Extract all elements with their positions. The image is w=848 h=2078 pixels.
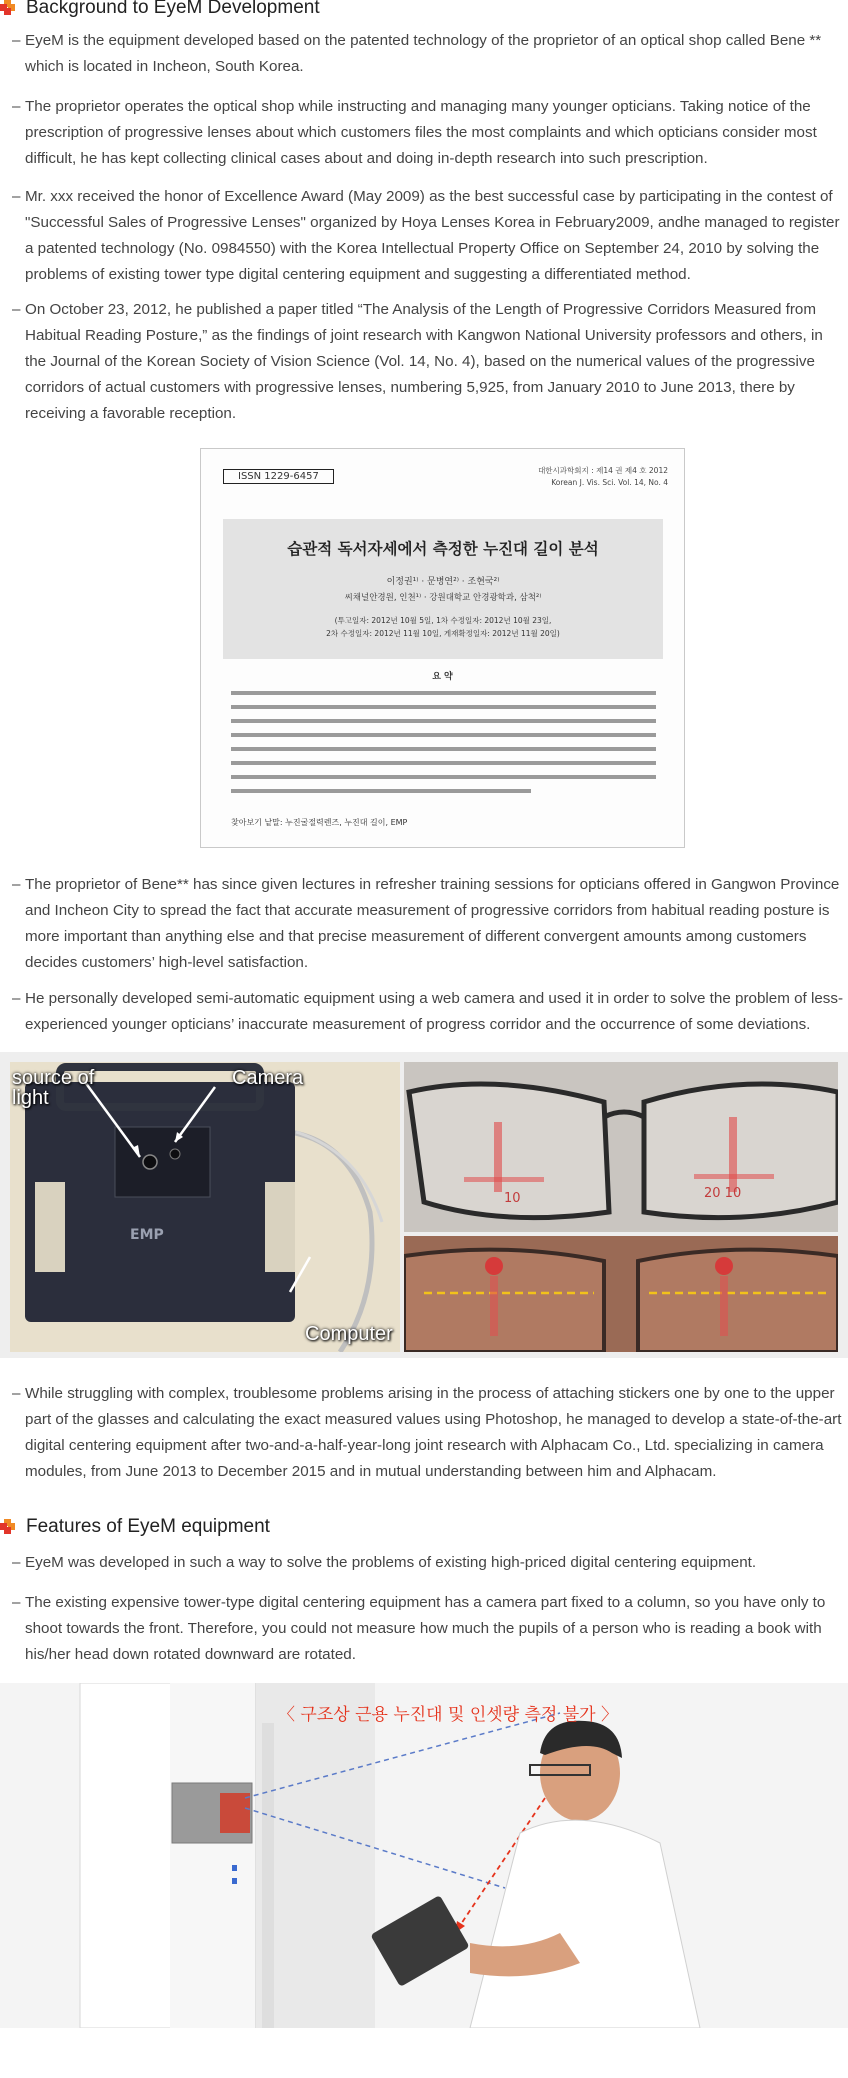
camera-label: Camera bbox=[232, 1067, 304, 1089]
paragraph: – The proprietor of Bene** has since given lectures in refresher training sessions for opticians offered in Gangwon Province and Incheon City to spread the fact that accurate measurement of progressive corridors from habitual reading posture is more important than anything else and that precise measurement of different convergent amounts among customers decides customers’ high-level satisfaction. bbox=[12, 876, 840, 971]
paper-title-band bbox=[223, 519, 663, 659]
paragraph: – The existing expensive tower-type digital centering equipment has a camera part fixed to a column, so you have only to shoot towards the front. Therefore, you could not measure how much the pupils of a person who is reading a book with his/her head down rotated downward are rotated. bbox=[12, 1594, 826, 1663]
diamond-bullet-icon bbox=[0, 0, 16, 16]
equipment-photos bbox=[0, 1052, 848, 1358]
section-title: Background to EyeM Development bbox=[26, 0, 320, 18]
computer-label: Computer bbox=[305, 1323, 393, 1345]
abstract-text-line bbox=[231, 719, 656, 723]
abstract-text-line bbox=[231, 775, 656, 779]
paragraph: – He personally developed semi-automatic equipment using a web camera and used it in order to solve the problem of less-experienced younger opticians’ inaccurate measurement of progress corridor and the occurrence of some deviations. bbox=[12, 990, 844, 1033]
image-caption: 〈 구조상 근용 누진대 및 인셋량 측정 불가 〉 bbox=[278, 1705, 618, 1725]
paragraph: – While struggling with complex, troublesome problems arising in the process of attaching stickers one by one to the upper part of the glasses and calculating the exact measured values using Photoshop, he managed to develop a state-of-the-art digital centering equipment after two-and-a-half-year-long joint research with Alphacam Co., Ltd. specializing in camera modules, from June 2013 to December 2015 and in mutual understanding between him and Alphacam. bbox=[12, 1385, 842, 1480]
tower-equipment-photo bbox=[0, 1683, 848, 2028]
glasses-sticker-photo bbox=[404, 1062, 838, 1232]
abstract-text-line bbox=[231, 733, 656, 737]
paper-dates: (투고일자: 2012년 10월 5일, 1차 수정일자: 2012년 10월 23일, 2차 수정일자: 2012년 11월 10일, 게재확정일자: 2012년 11월 20일) bbox=[326, 616, 560, 638]
eye-centering-illustration bbox=[404, 1236, 838, 1352]
section-heading-features bbox=[0, 1516, 270, 1538]
paragraph: – Mr. xxx received the honor of Excellence Award (May 2009) as the best successful case by participating in the contest of "Successful Sales of Progressive Lenses" organized by Hoya Lenses Korea in February2009, andhe managed to register a patented technology (No. 0984550) with the Korea Intellectual Property Office on September 24, 2010 by solving the problems of existing tower type digital centering equipment and suggesting a differentiated method. bbox=[12, 188, 840, 283]
svg-text:10: 10 bbox=[504, 1191, 521, 1206]
abstract-text-line bbox=[231, 789, 531, 793]
abstract-text-line bbox=[231, 691, 656, 695]
issn-label: ISSN 1229-6457 bbox=[223, 469, 334, 484]
eye-centering-photo bbox=[404, 1236, 838, 1352]
section-heading-background bbox=[0, 0, 320, 19]
svg-text:20 10: 20 10 bbox=[704, 1186, 742, 1201]
light-source-label: source of light bbox=[12, 1067, 95, 1109]
abstract-text-line bbox=[231, 705, 656, 709]
abstract-text-line bbox=[231, 761, 656, 765]
abstract-heading: 요 약 bbox=[432, 672, 453, 682]
paper-image bbox=[200, 448, 685, 848]
device-photo bbox=[10, 1062, 400, 1352]
paragraph: – EyeM is the equipment developed based on the patented technology of the proprietor of an optical shop called Bene ** which is located in Incheon, South Korea. bbox=[12, 32, 822, 75]
diamond-bullet-icon bbox=[0, 1519, 16, 1535]
abstract-text-line bbox=[231, 747, 656, 751]
paper-affiliation: 씨채널안경원, 인천¹⁾ · 강원대학교 안경광학과, 삼척²⁾ bbox=[344, 593, 542, 603]
section-title: Features of EyeM equipment bbox=[26, 1516, 270, 1537]
paragraph: – The proprietor operates the optical shop while instructing and managing many younger opticians. Taking notice of the prescription of progressive lenses about which customers files the most complaints and which opticians consider most difficult, he has kept collecting clinical cases about and doing in-depth research into such prescription. bbox=[12, 98, 817, 167]
paragraph: – On October 23, 2012, he published a paper titled “The Analysis of the Length of Progressive Corridors Measured from Habitual Reading Posture,” as the findings of joint research with Kangwon National University professors and others, in the Journal of the Korean Society of Vision Science (Vol. 14, No. 4), based on the numerical values of the progressive corridors of actual customers with progressive lenses, numbering 5,925, from January 2010 to June 2013, there by receiving a favorable reception. bbox=[12, 301, 823, 422]
glasses-sticker-illustration bbox=[404, 1062, 838, 1232]
journal-info: 대한시과학회지 : 제14 권 제4 호 2012 Korean J. Vis. Sci. Vol. 14, No. 4 bbox=[538, 466, 668, 487]
tower-equipment-illustration bbox=[0, 1683, 848, 2028]
paragraph: – EyeM was developed in such a way to solve the problems of existing high-priced digital centering equipment. bbox=[12, 1554, 757, 1571]
paper-authors: 이정권¹⁾ · 문병연²⁾ · 조현국²⁾ bbox=[386, 577, 500, 587]
svg-text:EMP: EMP bbox=[130, 1227, 164, 1243]
paper-keywords: 찾아보기 낱말: 누진굴절력렌즈, 누진대 길이, EMP bbox=[231, 818, 408, 827]
paper-title: 습관적 독서자세에서 측정한 누진대 길이 분석 bbox=[287, 540, 599, 558]
